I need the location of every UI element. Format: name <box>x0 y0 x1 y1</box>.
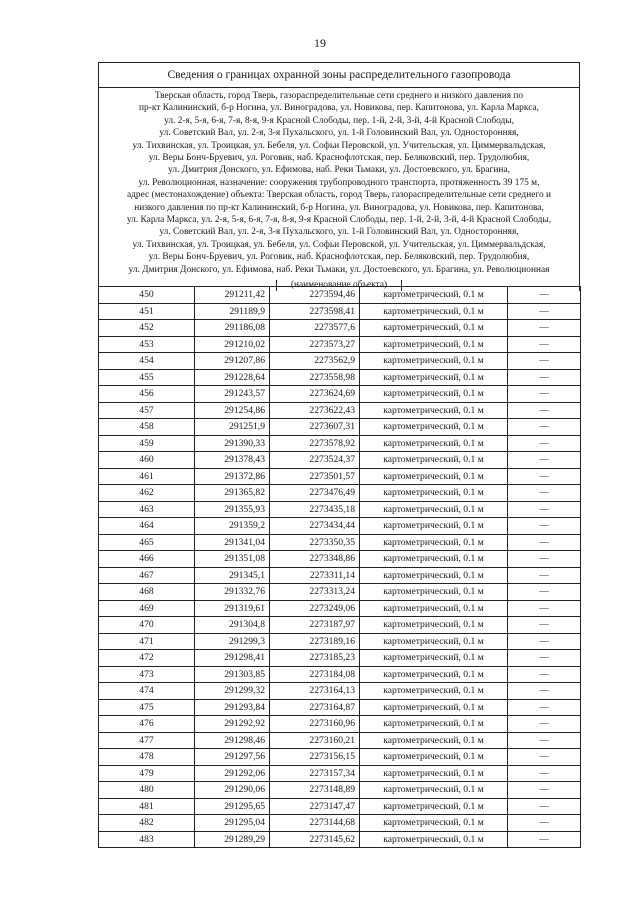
note-cell: — <box>508 831 581 848</box>
note-cell: — <box>508 633 581 650</box>
x-coordinate-cell: 291295,04 <box>195 815 270 832</box>
y-coordinate-cell: 2273578,92 <box>270 435 360 452</box>
method-cell: картометрический, 0.1 м <box>360 402 508 419</box>
y-coordinate-cell: 2273476,49 <box>270 485 360 502</box>
y-coordinate-cell: 2273524,37 <box>270 452 360 469</box>
x-coordinate-cell: 291210,02 <box>195 336 270 353</box>
note-cell: — <box>508 765 581 782</box>
table-row <box>99 732 581 749</box>
table-row <box>99 567 581 584</box>
method-cell: картометрический, 0.1 м <box>360 551 508 568</box>
point-number-cell: 470 <box>99 617 195 634</box>
method-cell: картометрический, 0.1 м <box>360 534 508 551</box>
x-coordinate-cell: 291297,56 <box>195 749 270 766</box>
y-coordinate-cell: 2273148,89 <box>270 782 360 799</box>
y-coordinate-cell: 2273348,86 <box>270 551 360 568</box>
y-coordinate-cell: 2273189,16 <box>270 633 360 650</box>
description-line: ул. Карла Маркса, ул. 2-я, 5-я, 6-я, 7-я, 8-я, 9-я Красной Слободы, пер. 1-й, 2-й, 3-й, 4-й Красной Слободы, <box>126 215 552 226</box>
point-number-cell: 457 <box>99 402 195 419</box>
method-cell: картометрический, 0.1 м <box>360 716 508 733</box>
description-line: ул. Тихвинская, ул. Троицкая, ул. Бебеля, ул. Софьи Перовской, ул. Учительская, ул. Циммервальдская, <box>132 239 546 250</box>
y-coordinate-cell: 2273147,47 <box>270 798 360 815</box>
note-cell: — <box>508 468 581 485</box>
table-row <box>99 551 581 568</box>
description-line: низкого давления по пр-кт Калининский, б-р Ногина, ул. Виноградова, ул. Новикова, пер. Капитонова, <box>134 202 544 213</box>
object-caption-text: (наименование объекта) <box>276 280 402 291</box>
method-cell: картометрический, 0.1 м <box>360 600 508 617</box>
description-line: ул. Веры Бонч-Бруевич, ул. Роговик, наб. Краснофлотская, пер. Беляковский, пер. Трудолюбия, <box>148 252 530 263</box>
note-cell: — <box>508 600 581 617</box>
y-coordinate-cell: 2273156,15 <box>270 749 360 766</box>
table-row <box>99 386 581 403</box>
note-cell: — <box>508 501 581 518</box>
x-coordinate-cell: 291355,93 <box>195 501 270 518</box>
note-cell: — <box>508 485 581 502</box>
y-coordinate-cell: 2273435,18 <box>270 501 360 518</box>
table-row <box>99 617 581 634</box>
method-cell: картометрический, 0.1 м <box>360 650 508 667</box>
point-number-cell: 451 <box>99 303 195 320</box>
x-coordinate-cell: 291295,65 <box>195 798 270 815</box>
table-row <box>99 435 581 452</box>
note-cell: — <box>508 303 581 320</box>
method-cell: картометрический, 0.1 м <box>360 831 508 848</box>
y-coordinate-cell: 2273434,44 <box>270 518 360 535</box>
y-coordinate-cell: 2273160,96 <box>270 716 360 733</box>
x-coordinate-cell: 291298,41 <box>195 650 270 667</box>
y-coordinate-cell: 2273594,46 <box>270 287 360 304</box>
note-cell: — <box>508 534 581 551</box>
method-cell: картометрический, 0.1 м <box>360 320 508 337</box>
table-row <box>99 336 581 353</box>
point-number-cell: 454 <box>99 353 195 370</box>
x-coordinate-cell: 291345,1 <box>195 567 270 584</box>
x-coordinate-cell: 291372,86 <box>195 468 270 485</box>
point-number-cell: 477 <box>99 732 195 749</box>
table-row <box>99 452 581 469</box>
y-coordinate-cell: 2273187,97 <box>270 617 360 634</box>
table-row <box>99 353 581 370</box>
note-cell: — <box>508 419 581 436</box>
point-number-cell: 478 <box>99 749 195 766</box>
method-cell: картометрический, 0.1 м <box>360 485 508 502</box>
x-coordinate-cell: 291228,64 <box>195 369 270 386</box>
point-number-cell: 482 <box>99 815 195 832</box>
table-row <box>99 402 581 419</box>
note-cell: — <box>508 386 581 403</box>
table-row <box>99 600 581 617</box>
table-row <box>99 765 581 782</box>
method-cell: картометрический, 0.1 м <box>360 353 508 370</box>
x-coordinate-cell: 291332,76 <box>195 584 270 601</box>
note-cell: — <box>508 452 581 469</box>
method-cell: картометрический, 0.1 м <box>360 699 508 716</box>
table-row <box>99 501 581 518</box>
description-line: адрес (местонахождение) объекта: Тверская область, город Тверь, газораспределительные сети среднего и <box>126 190 552 201</box>
y-coordinate-cell: 2273164,13 <box>270 683 360 700</box>
method-cell: картометрический, 0.1 м <box>360 815 508 832</box>
x-coordinate-cell: 291298,46 <box>195 732 270 749</box>
table-row <box>99 534 581 551</box>
note-cell: — <box>508 402 581 419</box>
description-line: ул. Тихвинская, ул. Троицкая, ул. Бебеля, ул. Софьи Перовской, ул. Учительская, ул. Циммервальдская, <box>132 140 546 151</box>
method-cell: картометрический, 0.1 м <box>360 336 508 353</box>
method-cell: картометрический, 0.1 м <box>360 452 508 469</box>
point-number-cell: 453 <box>99 336 195 353</box>
note-cell: — <box>508 336 581 353</box>
table-row <box>99 831 581 848</box>
point-number-cell: 461 <box>99 468 195 485</box>
point-number-cell: 456 <box>99 386 195 403</box>
note-cell: — <box>508 320 581 337</box>
y-coordinate-cell: 2273562,9 <box>270 353 360 370</box>
y-coordinate-cell: 2273598,41 <box>270 303 360 320</box>
x-coordinate-cell: 291303,85 <box>195 666 270 683</box>
note-cell: — <box>508 353 581 370</box>
point-number-cell: 460 <box>99 452 195 469</box>
x-coordinate-cell: 291254,86 <box>195 402 270 419</box>
table-row <box>99 699 581 716</box>
x-coordinate-cell: 291211,42 <box>195 287 270 304</box>
method-cell: картометрический, 0.1 м <box>360 633 508 650</box>
y-coordinate-cell: 2273573,27 <box>270 336 360 353</box>
x-coordinate-cell: 291359,2 <box>195 518 270 535</box>
x-coordinate-cell: 291365,82 <box>195 485 270 502</box>
note-cell: — <box>508 749 581 766</box>
note-cell: — <box>508 798 581 815</box>
note-cell: — <box>508 435 581 452</box>
table-row <box>99 485 581 502</box>
method-cell: картометрический, 0.1 м <box>360 765 508 782</box>
point-number-cell: 474 <box>99 683 195 700</box>
method-cell: картометрический, 0.1 м <box>360 518 508 535</box>
section-header <box>98 62 580 291</box>
table-row <box>99 716 581 733</box>
note-cell: — <box>508 699 581 716</box>
point-number-cell: 466 <box>99 551 195 568</box>
note-cell: — <box>508 518 581 535</box>
table-row <box>99 666 581 683</box>
note-cell: — <box>508 369 581 386</box>
point-number-cell: 452 <box>99 320 195 337</box>
x-coordinate-cell: 291390,33 <box>195 435 270 452</box>
point-number-cell: 462 <box>99 485 195 502</box>
method-cell: картометрический, 0.1 м <box>360 501 508 518</box>
x-coordinate-cell: 291251,9 <box>195 419 270 436</box>
note-cell: — <box>508 584 581 601</box>
table-row <box>99 320 581 337</box>
point-number-cell: 450 <box>99 287 195 304</box>
y-coordinate-cell: 2273144,68 <box>270 815 360 832</box>
y-coordinate-cell: 2273184,08 <box>270 666 360 683</box>
method-cell: картометрический, 0.1 м <box>360 683 508 700</box>
y-coordinate-cell: 2273160,21 <box>270 732 360 749</box>
description-line: Тверская область, город Тверь, газораспределительные сети среднего и низкого давления по <box>154 91 524 101</box>
object-description <box>99 88 579 280</box>
x-coordinate-cell: 291293,84 <box>195 699 270 716</box>
page-number: 19 <box>314 36 326 50</box>
y-coordinate-cell: 2273622,43 <box>270 402 360 419</box>
x-coordinate-cell: 291292,92 <box>195 716 270 733</box>
y-coordinate-cell: 2273249,06 <box>270 600 360 617</box>
table-row <box>99 287 581 304</box>
point-number-cell: 481 <box>99 798 195 815</box>
description-line: ул. 2-я, 5-я, 6-я, 7-я, 8-я, 9-я Красной Слободы, пер. 1-й, 2-й, 3-й, 4-й Красной Слободы, <box>164 115 514 126</box>
x-coordinate-cell: 291289,29 <box>195 831 270 848</box>
note-cell: — <box>508 716 581 733</box>
method-cell: картометрический, 0.1 м <box>360 617 508 634</box>
table-row <box>99 584 581 601</box>
table-row <box>99 518 581 535</box>
method-cell: картометрический, 0.1 м <box>360 749 508 766</box>
x-coordinate-cell: 291351,08 <box>195 551 270 568</box>
description-line: ул. Советский Вал, ул. 2-я, 3-я Пухальского, ул. 1-й Головинский Вал, ул. Односторонняя, <box>159 128 519 139</box>
x-coordinate-cell: 291207,86 <box>195 353 270 370</box>
method-cell: картометрический, 0.1 м <box>360 468 508 485</box>
description-line: ул. Советский Вал, ул. 2-я, 3-я Пухальского, ул. 1-й Головинский Вал, ул. Односторонняя, <box>159 227 519 238</box>
coordinates-table <box>98 286 581 848</box>
method-cell: картометрический, 0.1 м <box>360 435 508 452</box>
y-coordinate-cell: 2273501,57 <box>270 468 360 485</box>
description-line: ул. Дмитрия Донского, ул. Ефимова, наб. Реки Тьмаки, ул. Достоевского, ул. Брагина, ул. Революционная <box>128 264 550 275</box>
note-cell: — <box>508 287 581 304</box>
note-cell: — <box>508 683 581 700</box>
note-cell: — <box>508 666 581 683</box>
table-row <box>99 749 581 766</box>
point-number-cell: 483 <box>99 831 195 848</box>
note-cell: — <box>508 617 581 634</box>
method-cell: картометрический, 0.1 м <box>360 419 508 436</box>
point-number-cell: 464 <box>99 518 195 535</box>
table-row <box>99 650 581 667</box>
x-coordinate-cell: 291299,3 <box>195 633 270 650</box>
x-coordinate-cell: 291290,06 <box>195 782 270 799</box>
method-cell: картометрический, 0.1 м <box>360 303 508 320</box>
x-coordinate-cell: 291299,32 <box>195 683 270 700</box>
point-number-cell: 465 <box>99 534 195 551</box>
method-cell: картометрический, 0.1 м <box>360 567 508 584</box>
point-number-cell: 459 <box>99 435 195 452</box>
point-number-cell: 468 <box>99 584 195 601</box>
note-cell: — <box>508 650 581 667</box>
x-coordinate-cell: 291319,61 <box>195 600 270 617</box>
method-cell: картометрический, 0.1 м <box>360 732 508 749</box>
point-number-cell: 467 <box>99 567 195 584</box>
point-number-cell: 471 <box>99 633 195 650</box>
method-cell: картометрический, 0.1 м <box>360 584 508 601</box>
point-number-cell: 475 <box>99 699 195 716</box>
description-line: ул. Революционная, назначение: сооружения трубопроводного транспорта, протяженность 39 175 м, <box>138 177 540 188</box>
y-coordinate-cell: 2273157,34 <box>270 765 360 782</box>
method-cell: картометрический, 0.1 м <box>360 798 508 815</box>
method-cell: картометрический, 0.1 м <box>360 782 508 799</box>
method-cell: картометрический, 0.1 м <box>360 287 508 304</box>
x-coordinate-cell: 291186,08 <box>195 320 270 337</box>
table-row <box>99 683 581 700</box>
table-row <box>99 798 581 815</box>
table-row <box>99 303 581 320</box>
description-line: ул. Веры Бонч-Бруевич, ул. Роговик, наб. Краснофлотская, пер. Беляковский, пер. Трудолюбия, <box>148 153 530 164</box>
x-coordinate-cell: 291378,43 <box>195 452 270 469</box>
point-number-cell: 463 <box>99 501 195 518</box>
description-line: ул. Дмитрия Донского, ул. Ефимова, наб. Реки Тьмаки, ул. Достоевского, ул. Брагина, <box>168 165 510 176</box>
point-number-cell: 479 <box>99 765 195 782</box>
point-number-cell: 455 <box>99 369 195 386</box>
y-coordinate-cell: 2273185,23 <box>270 650 360 667</box>
x-coordinate-cell: 291243,57 <box>195 386 270 403</box>
method-cell: картометрический, 0.1 м <box>360 666 508 683</box>
y-coordinate-cell: 2273607,31 <box>270 419 360 436</box>
table-row <box>99 419 581 436</box>
note-cell: — <box>508 732 581 749</box>
note-cell: — <box>508 815 581 832</box>
table-row <box>99 633 581 650</box>
y-coordinate-cell: 2273350,35 <box>270 534 360 551</box>
table-row <box>99 815 581 832</box>
method-cell: картометрический, 0.1 м <box>360 369 508 386</box>
y-coordinate-cell: 2273311,14 <box>270 567 360 584</box>
point-number-cell: 476 <box>99 716 195 733</box>
point-number-cell: 469 <box>99 600 195 617</box>
y-coordinate-cell: 2273145,62 <box>270 831 360 848</box>
point-number-cell: 480 <box>99 782 195 799</box>
y-coordinate-cell: 2273164,87 <box>270 699 360 716</box>
point-number-cell: 458 <box>99 419 195 436</box>
note-cell: — <box>508 782 581 799</box>
table-row <box>99 782 581 799</box>
point-number-cell: 473 <box>99 666 195 683</box>
table-row <box>99 369 581 386</box>
description-line: пр-кт Калининский, б-р Ногина, ул. Виноградова, ул. Новикова, пер. Капитонова, ул. Карла Маркса, <box>139 103 539 114</box>
x-coordinate-cell: 291292,06 <box>195 765 270 782</box>
y-coordinate-cell: 2273577,6 <box>270 320 360 337</box>
note-cell: — <box>508 567 581 584</box>
y-coordinate-cell: 2273558,98 <box>270 369 360 386</box>
section-title: Сведения о границах охранной зоны распределительного газопровода <box>99 63 579 88</box>
x-coordinate-cell: 291304,8 <box>195 617 270 634</box>
x-coordinate-cell: 291189,9 <box>195 303 270 320</box>
table-row <box>99 468 581 485</box>
y-coordinate-cell: 2273624,69 <box>270 386 360 403</box>
method-cell: картометрический, 0.1 м <box>360 386 508 403</box>
point-number-cell: 472 <box>99 650 195 667</box>
note-cell: — <box>508 551 581 568</box>
y-coordinate-cell: 2273313,24 <box>270 584 360 601</box>
x-coordinate-cell: 291341,04 <box>195 534 270 551</box>
